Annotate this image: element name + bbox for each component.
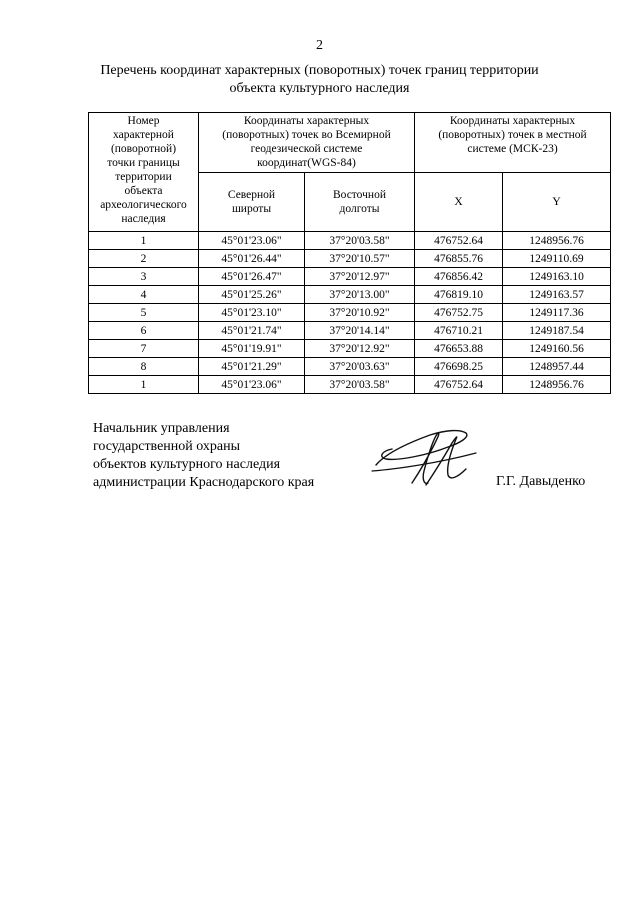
cell-x: 476856.42 <box>415 268 503 286</box>
header-point-number-line: Номер <box>127 115 160 127</box>
header-east-longitude <box>305 173 415 232</box>
cell-y: 1248956.76 <box>503 232 611 250</box>
cell-x: 476819.10 <box>415 286 503 304</box>
cell-point-number: 6 <box>89 322 199 340</box>
cell-point-number: 7 <box>89 340 199 358</box>
cell-y: 1249110.69 <box>503 250 611 268</box>
table-row <box>89 340 611 358</box>
cell-north-latitude: 45°01'26.47" <box>199 268 305 286</box>
cell-east-longitude: 37°20'14.14" <box>305 322 415 340</box>
header-x: X <box>415 173 503 232</box>
cell-north-latitude: 45°01'23.10" <box>199 304 305 322</box>
cell-x: 476752.64 <box>415 376 503 394</box>
header-east-longitude-line: Восточной <box>333 189 386 201</box>
cell-east-longitude: 37°20'03.58" <box>305 232 415 250</box>
handwritten-signature <box>368 425 480 495</box>
cell-x: 476752.64 <box>415 232 503 250</box>
cell-north-latitude: 45°01'23.06" <box>199 232 305 250</box>
table-row <box>89 304 611 322</box>
header-msk23-group-line: Координаты характерных <box>449 115 576 127</box>
cell-y: 1249163.57 <box>503 286 611 304</box>
header-msk23-group-line: системе (МСК-23) <box>467 143 558 155</box>
cell-x: 476855.76 <box>415 250 503 268</box>
cell-east-longitude: 37°20'03.58" <box>305 376 415 394</box>
cell-y: 1249187.54 <box>503 322 611 340</box>
cell-north-latitude: 45°01'21.74" <box>199 322 305 340</box>
cell-y: 1248957.44 <box>503 358 611 376</box>
header-point-number-line: характерной <box>113 129 174 141</box>
signer-position-line: объектов культурного наследия <box>93 457 281 472</box>
table-row <box>89 322 611 340</box>
cell-east-longitude: 37°20'13.00" <box>305 286 415 304</box>
cell-north-latitude: 45°01'25.26" <box>199 286 305 304</box>
page-number: 2 <box>316 38 323 53</box>
header-msk23-group <box>415 113 611 173</box>
header-wgs84-group-line: Координаты характерных <box>243 115 370 127</box>
coordinates-table <box>88 112 611 394</box>
table-row <box>89 286 611 304</box>
cell-north-latitude: 45°01'19.91" <box>199 340 305 358</box>
cell-east-longitude: 37°20'03.63" <box>305 358 415 376</box>
cell-point-number: 1 <box>89 376 199 394</box>
header-north-latitude <box>199 173 305 232</box>
header-msk23-group-line: (поворотных) точек в местной <box>438 129 587 141</box>
signer-position-line: Начальник управления <box>93 421 230 436</box>
cell-y: 1249163.10 <box>503 268 611 286</box>
table-row <box>89 232 611 250</box>
cell-east-longitude: 37°20'12.97" <box>305 268 415 286</box>
cell-east-longitude: 37°20'10.92" <box>305 304 415 322</box>
header-north-latitude-line: Северной <box>227 189 276 201</box>
signer-position-line: администрации Краснодарского края <box>93 475 315 490</box>
cell-x: 476698.25 <box>415 358 503 376</box>
document-title-line-1: Перечень координат характерных (поворотных) точек границ территории <box>100 63 539 78</box>
signer-position <box>93 420 314 492</box>
cell-point-number: 5 <box>89 304 199 322</box>
cell-x: 476710.21 <box>415 322 503 340</box>
cell-point-number: 2 <box>89 250 199 268</box>
cell-north-latitude: 45°01'21.29" <box>199 358 305 376</box>
header-wgs84-group-line: геодезической системе <box>250 143 363 155</box>
document-title-line-2: объекта культурного наследия <box>229 81 410 96</box>
header-point-number <box>89 113 199 232</box>
cell-point-number: 3 <box>89 268 199 286</box>
cell-point-number: 8 <box>89 358 199 376</box>
header-point-number-line: наследия <box>121 213 166 225</box>
cell-east-longitude: 37°20'10.57" <box>305 250 415 268</box>
cell-point-number: 4 <box>89 286 199 304</box>
cell-north-latitude: 45°01'26.44" <box>199 250 305 268</box>
header-point-number-line: (поворотной) <box>110 143 177 155</box>
table-row <box>89 376 611 394</box>
table-row <box>89 358 611 376</box>
signer-position-line: государственной охраны <box>93 439 241 454</box>
header-wgs84-group <box>199 113 415 173</box>
document-title <box>40 62 599 98</box>
cell-y: 1248956.76 <box>503 376 611 394</box>
cell-point-number: 1 <box>89 232 199 250</box>
cell-y: 1249160.56 <box>503 340 611 358</box>
header-point-number-line: объекта <box>124 185 163 197</box>
table-row <box>89 250 611 268</box>
signer-name: Г.Г. Давыденко <box>496 474 586 489</box>
header-point-number-line: археологического <box>100 199 187 211</box>
header-point-number-line: точки границы <box>107 157 180 169</box>
cell-east-longitude: 37°20'12.92" <box>305 340 415 358</box>
header-wgs84-group-line: (поворотных) точек во Всемирной <box>222 129 391 141</box>
header-y: Y <box>503 173 611 232</box>
cell-x: 476752.75 <box>415 304 503 322</box>
header-point-number-line: территории <box>115 171 172 183</box>
cell-y: 1249117.36 <box>503 304 611 322</box>
header-wgs84-group-line: координат(WGS-84) <box>257 157 356 169</box>
header-east-longitude-line: долготы <box>339 203 380 215</box>
table-row <box>89 268 611 286</box>
coordinates-table-body <box>89 232 611 394</box>
cell-x: 476653.88 <box>415 340 503 358</box>
cell-north-latitude: 45°01'23.06" <box>199 376 305 394</box>
header-north-latitude-line: широты <box>231 203 272 215</box>
